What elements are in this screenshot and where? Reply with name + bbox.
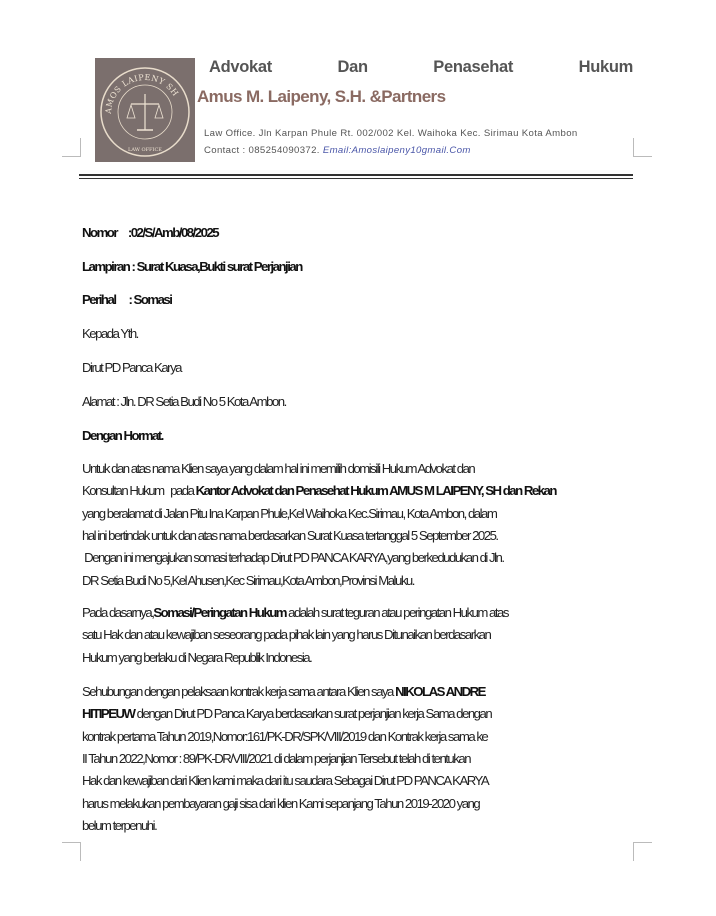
text: Untuk dan atas nama Klien saya yang dalam hal ini memilih domisili Hukum Advokat dan [82, 461, 475, 476]
text-line [82, 649, 633, 667]
text-line [82, 427, 633, 445]
bold-text: Nomor [82, 225, 117, 240]
text-line [82, 291, 633, 309]
text-line [82, 683, 633, 701]
text-line [82, 527, 633, 545]
text: Hak dan kewajiban dari Klien kami maka dari itu saudara Sebagai Dirut PD PANCA KARYA [82, 773, 489, 789]
text-line [82, 604, 633, 622]
bold-text: Dengan Hormat. [82, 428, 163, 443]
text-line [82, 505, 633, 523]
title-word: Hukum [578, 58, 633, 76]
text-line [82, 572, 633, 590]
title-word: Advokat [209, 58, 272, 76]
contact-phone: Contact : 085254090372. [204, 145, 320, 156]
text: satu Hak dan atau kewajiban seseorang pada pihak lain yang harus Ditunaikan berdasarkan [82, 627, 491, 643]
text-line [82, 728, 633, 746]
text: adalah surat teguran atau peringatan Hukum atas [285, 605, 508, 620]
page-corner-mark [62, 138, 81, 157]
text: belum terpenuhi. [82, 817, 157, 833]
text: Hukum yang berlaku di Negara Republik Indonesia. [82, 649, 312, 665]
text: Alamat : Jln. DR Setia Budi No 5 Kota Ambon. [82, 394, 286, 409]
law-office-logo [95, 58, 195, 162]
office-address: Law Office. Jln Karpan Phule Rt. 002/002 Kel. Waihoka Kec. Sirimau Kota Ambon [204, 128, 578, 139]
text-line [82, 224, 633, 242]
text-line [82, 626, 633, 644]
header-divider [79, 174, 633, 176]
title-word: Penasehat [433, 58, 514, 76]
text-line [82, 258, 633, 276]
text-line [82, 750, 633, 768]
bold-text: NIKOLAS ANDRE [395, 684, 485, 699]
page-corner-mark [62, 842, 81, 861]
text-line [82, 772, 633, 790]
title-word: Dan [337, 58, 368, 76]
bold-text: Kantor Advokat dan Penasehat Hukum AMUS M LAIPENY, SH dan Rekan [195, 483, 556, 499]
text: yang beralamat di Jalan Pitu Ina Karpan Phule,Kel Waihoka Kec.Sirimau, Kota Ambon, dalam [82, 505, 497, 521]
letterhead-title [209, 58, 633, 77]
text: dengan Dirut PD Panca Karya berdasarkan surat perjanjian kerja Sama dengan [134, 706, 492, 722]
bold-text: Lampiran : Surat Kuasa,Bukti surat Perjanjian [82, 259, 302, 274]
text-line [82, 817, 633, 835]
contact-email: Email:Amoslaipeny10gmail.Com [322, 145, 471, 156]
text-line [82, 393, 633, 411]
text-line [82, 460, 633, 478]
page-corner-mark [633, 138, 652, 157]
bold-text: :02/S/Amb/08/2025 [117, 225, 219, 240]
text-line [82, 325, 633, 343]
bold-text: Perihal : Somasi [82, 292, 172, 307]
logo-subtext: LAW OFFICE [128, 147, 162, 153]
text: harus melakukan pembayaran gaji sisa dari klien Kami sepanjang Tahun 2019-2020 yang [82, 795, 480, 811]
text: Pada dasarnya, [82, 605, 154, 620]
text-line [82, 482, 633, 500]
contact-info [204, 145, 471, 156]
text: Konsultan Hukum pada [82, 483, 196, 499]
text-line [82, 795, 633, 813]
text: Dirut PD Panca Karya [82, 360, 181, 375]
firm-name: Amus M. Laipeny, S.H. &Partners [197, 87, 446, 106]
text: Kepada Yth. [82, 326, 138, 341]
header-divider [79, 178, 633, 179]
text-line [82, 549, 633, 567]
text: Sehubungan dengan pelaksaan kontrak kerja sama antara Klien saya [82, 684, 396, 699]
logo-ring-text: AMOS LAIPENY SH [103, 72, 181, 115]
bold-text: HITIPEUW [82, 706, 135, 722]
text: II Tahun 2022,Nomor : 89/PK-DR/VIII/2021 di dalam perjanjian Tersebut telah di tentukan [82, 750, 471, 766]
text-line [82, 705, 633, 723]
page-corner-mark [633, 842, 652, 861]
text: kontrak pertama Tahun 2019,Nomor:161/PK-DR/SPK/VIII/2019 dan Kontrak kerja sama ke [82, 728, 488, 744]
text: Dengan ini mengajukan somasi terhadap Dirut PD PANCA KARYA,yang berkedudukan di Jln. [82, 550, 504, 566]
bold-text: Somasi/Peringatan Hukum [153, 605, 286, 620]
text: hal ini bertindak untuk dan atas nama berdasarkan Surat Kuasa tertanggal 5 September 2025. [82, 527, 498, 543]
text: DR Setia Budi No 5,Kel Ahusen,Kec Sirimau,Kota Ambon,Provinsi Maluku. [82, 572, 414, 588]
text-line [82, 359, 633, 377]
